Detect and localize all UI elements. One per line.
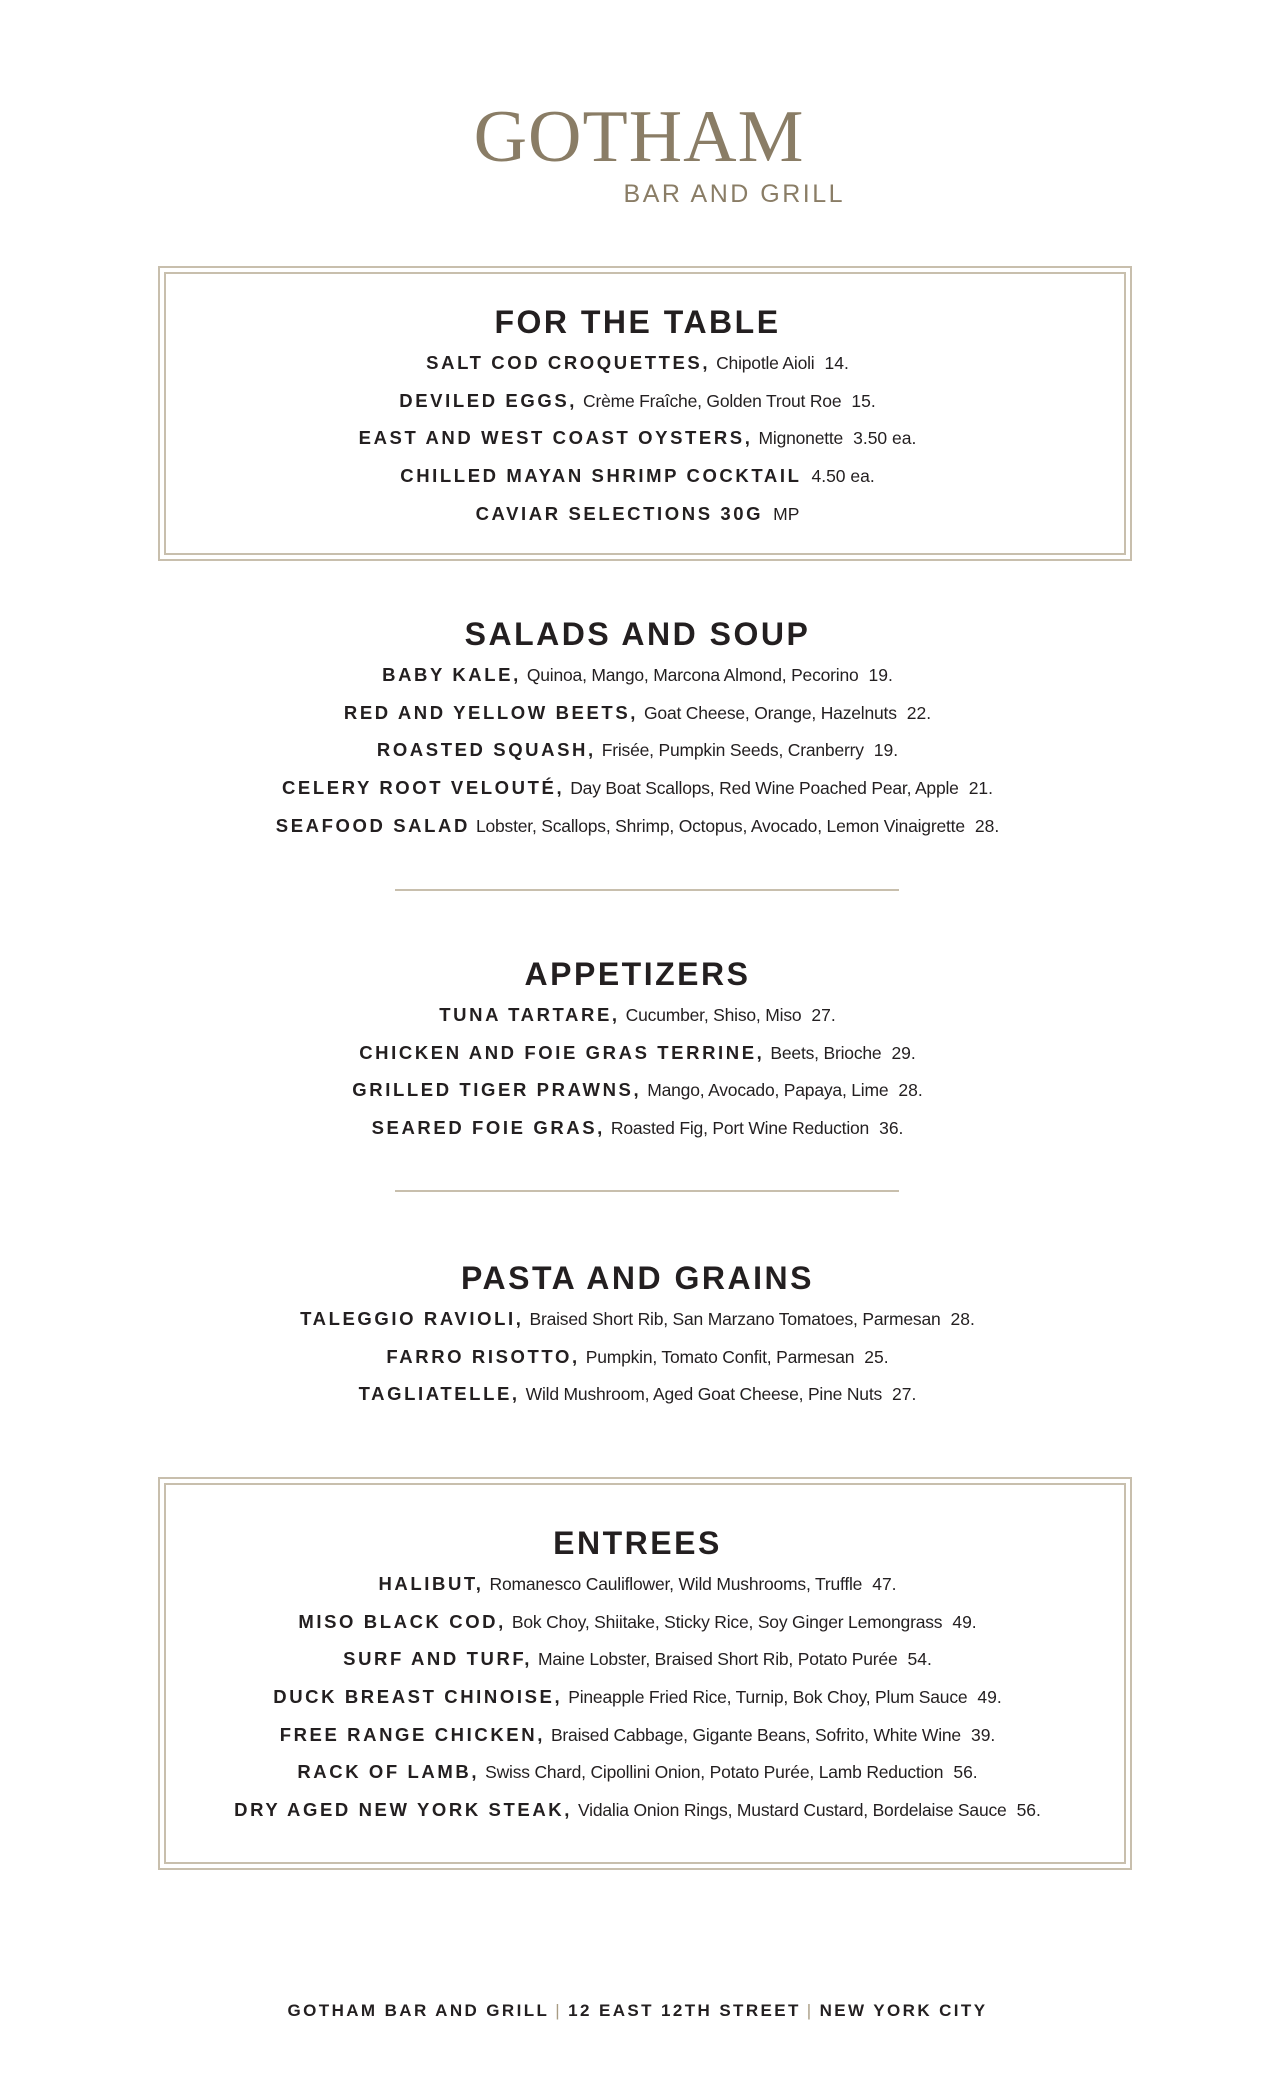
menu-item xyxy=(0,1565,1275,1603)
menu-item-name: GRILLED TIGER PRAWNS, xyxy=(352,1079,642,1101)
menu-item xyxy=(0,419,1275,457)
menu-item-name: TUNA TARTARE, xyxy=(439,1004,620,1025)
menu-item-price: 49. xyxy=(977,1687,1002,1708)
menu-item-price: 19. xyxy=(873,740,899,761)
menu-item xyxy=(0,1071,1275,1109)
menu-item-name: BABY KALE, xyxy=(382,664,521,685)
menu-item-name: FREE RANGE CHICKEN, xyxy=(279,1723,545,1745)
footer-city: NEW YORK CITY xyxy=(819,2001,988,2020)
section-entrees xyxy=(0,1525,1275,1829)
menu-item-price: 27. xyxy=(892,1384,917,1405)
menu-item xyxy=(0,1034,1275,1072)
menu-item-name: ROASTED SQUASH, xyxy=(376,739,596,761)
menu-item-description: Mango, Avocado, Papaya, Lime xyxy=(647,1080,889,1101)
menu-item-name: SEARED FOIE GRAS, xyxy=(371,1117,605,1139)
section-pasta-and-grains xyxy=(0,1260,1275,1413)
section-divider xyxy=(395,889,899,891)
menu-item-description: Vidalia Onion Rings, Mustard Custard, Bordelaise Sauce xyxy=(578,1800,1007,1821)
menu-item xyxy=(0,731,1275,769)
menu-item-price: 15. xyxy=(851,390,876,411)
menu-item xyxy=(0,344,1275,382)
menu-item-price: 27. xyxy=(811,1005,836,1025)
menu-item xyxy=(0,1678,1275,1716)
menu-item-list xyxy=(0,656,1275,844)
menu-item-description: Swiss Chard, Cipollini Onion, Potato Purée, Lamb Reduction xyxy=(485,1762,944,1783)
menu-item-description: Chipotle Aioli xyxy=(716,353,815,373)
footer-separator: | xyxy=(555,2001,563,2020)
menu-item xyxy=(0,656,1275,694)
menu-item-description: Bok Choy, Shiitake, Sticky Rice, Soy Ginger Lemongrass xyxy=(511,1611,943,1632)
menu-item-price: 19. xyxy=(868,665,893,685)
menu-item-name: TALEGGIO RAVIOLI, xyxy=(300,1308,524,1329)
menu-item-price: 21. xyxy=(968,778,994,799)
menu-item-list xyxy=(0,344,1275,532)
menu-item-price: 14. xyxy=(824,353,849,373)
menu-item-price: 28. xyxy=(974,815,1000,836)
section-appetizers xyxy=(0,956,1275,1147)
menu-item-description: Pineapple Fried Rice, Turnip, Bok Choy, Plum Sauce xyxy=(568,1687,968,1708)
menu-item-name: CHILLED MAYAN SHRIMP COCKTAIL xyxy=(400,465,802,487)
menu-item-price: 56. xyxy=(953,1762,978,1783)
menu-item xyxy=(0,1716,1275,1754)
section-title: APPETIZERS xyxy=(524,956,751,992)
menu-item-description: Frisée, Pumpkin Seeds, Cranberry xyxy=(601,740,864,761)
menu-item-description: Crème Fraîche, Golden Trout Roe xyxy=(583,390,842,411)
menu-item-list xyxy=(0,1565,1275,1829)
footer-separator: | xyxy=(806,2001,814,2020)
menu-item xyxy=(0,807,1275,845)
logo xyxy=(0,96,1275,210)
menu-item-description: Lobster, Scallops, Shrimp, Octopus, Avocado, Lemon Vinaigrette xyxy=(475,815,965,836)
section-title: SALADS AND SOUP xyxy=(464,616,811,652)
footer-street: 12 EAST 12TH STREET xyxy=(568,2001,801,2020)
menu-item-name: CHICKEN AND FOIE GRAS TERRINE, xyxy=(359,1041,765,1063)
menu-item-price: 39. xyxy=(970,1724,996,1745)
menu-item-price: 47. xyxy=(872,1574,897,1594)
menu-item-name: DRY AGED NEW YORK STEAK, xyxy=(234,1799,572,1821)
menu-item-price: 28. xyxy=(898,1080,923,1101)
section-title: FOR THE TABLE xyxy=(494,304,781,340)
menu-item-price: 4.50 ea. xyxy=(811,466,875,487)
menu-item xyxy=(0,1603,1275,1641)
menu-item-list xyxy=(0,1300,1275,1413)
menu-item-price: MP xyxy=(773,503,800,524)
menu-item xyxy=(0,996,1275,1034)
menu-item-description: Mignonette xyxy=(758,428,844,449)
menu-item-list xyxy=(0,996,1275,1147)
menu-item-description: Romanesco Cauliflower, Wild Mushrooms, Truffle xyxy=(489,1574,863,1594)
menu-item-price: 28. xyxy=(950,1309,975,1329)
menu-item-name: DEVILED EGGS, xyxy=(399,389,577,411)
menu-item-price: 3.50 ea. xyxy=(853,428,917,449)
menu-item-description: Cucumber, Shiso, Miso xyxy=(625,1005,802,1025)
section-title: PASTA AND GRAINS xyxy=(461,1260,814,1296)
menu-item-name: DUCK BREAST CHINOISE, xyxy=(273,1686,563,1708)
menu-item xyxy=(0,694,1275,732)
menu-item-price: 22. xyxy=(906,702,932,723)
menu-item-price: 36. xyxy=(879,1118,904,1139)
menu-item xyxy=(0,382,1275,420)
menu-item-description: Quinoa, Mango, Marcona Almond, Pecorino xyxy=(526,665,859,685)
menu-item xyxy=(0,769,1275,807)
menu-item-name: TAGLIATELLE, xyxy=(358,1383,520,1405)
menu-item-price: 25. xyxy=(864,1346,889,1367)
section-salads-and-soup xyxy=(0,616,1275,844)
menu-item-name: HALIBUT, xyxy=(378,1573,484,1594)
menu-item-name: CAVIAR SELECTIONS 30G xyxy=(475,502,764,524)
logo-subtitle: BAR AND GRILL xyxy=(623,180,845,208)
menu-item-name: CELERY ROOT VELOUTÉ, xyxy=(281,777,565,799)
menu-item-description: Maine Lobster, Braised Short Rib, Potato Purée xyxy=(538,1649,898,1670)
menu-item-name: SALT COD CROQUETTES, xyxy=(426,352,711,373)
menu-item-name: RACK OF LAMB, xyxy=(297,1761,480,1783)
menu-item xyxy=(0,495,1275,533)
menu-item-name: MISO BLACK COD, xyxy=(298,1610,506,1632)
menu-item-description: Braised Cabbage, Gigante Beans, Sofrito, White Wine xyxy=(550,1724,961,1745)
menu-item-description: Wild Mushroom, Aged Goat Cheese, Pine Nuts xyxy=(525,1384,883,1405)
footer-restaurant-name: GOTHAM BAR AND GRILL xyxy=(287,2001,550,2020)
menu-item xyxy=(0,457,1275,495)
menu-item-name: SURF AND TURF, xyxy=(343,1648,533,1670)
menu-item xyxy=(0,1375,1275,1413)
menu-item-price: 49. xyxy=(952,1611,977,1632)
section-title: ENTREES xyxy=(553,1525,722,1561)
logo-wordmark: GOTHAM xyxy=(473,96,805,178)
menu-item-name: FARRO RISOTTO, xyxy=(386,1345,580,1367)
menu-item xyxy=(0,1640,1275,1678)
menu-item-description: Braised Short Rib, San Marzano Tomatoes, Parmesan xyxy=(529,1309,941,1329)
footer-address xyxy=(0,2001,1275,2021)
menu-item-name: RED AND YELLOW BEETS, xyxy=(343,701,638,723)
menu-item xyxy=(0,1300,1275,1338)
menu-item-description: Day Boat Scallops, Red Wine Poached Pear, Apple xyxy=(570,778,959,799)
menu-item-name: EAST AND WEST COAST OYSTERS, xyxy=(358,427,753,449)
section-for-the-table xyxy=(0,304,1275,532)
menu-item-name: SEAFOOD SALAD xyxy=(275,814,470,836)
menu-item-description: Pumpkin, Tomato Confit, Parmesan xyxy=(585,1346,855,1367)
menu-item xyxy=(0,1109,1275,1147)
section-divider xyxy=(395,1190,899,1192)
menu-item-description: Roasted Fig, Port Wine Reduction xyxy=(610,1118,870,1139)
menu-item xyxy=(0,1753,1275,1791)
menu-item xyxy=(0,1338,1275,1376)
menu-item xyxy=(0,1791,1275,1829)
menu-item-price: 56. xyxy=(1016,1800,1041,1821)
menu-item-description: Beets, Brioche xyxy=(770,1042,882,1063)
menu-item-description: Goat Cheese, Orange, Hazelnuts xyxy=(644,702,897,723)
menu-item-price: 54. xyxy=(907,1649,932,1670)
menu-item-price: 29. xyxy=(891,1042,916,1063)
